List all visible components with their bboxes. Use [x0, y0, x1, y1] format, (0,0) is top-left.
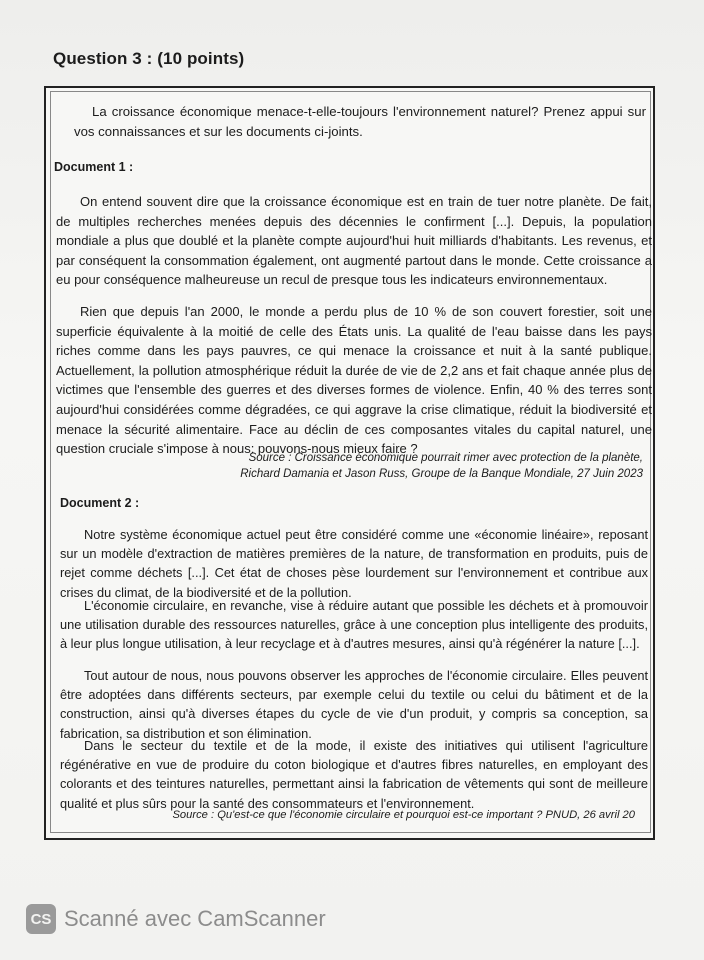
question-title: Question 3 : (10 points) — [53, 49, 245, 68]
document-1-paragraph: On entend souvent dire que la croissance économique est en train de tuer notre planète. De fait, de multiples recherches menées depuis des décennies le confirment [...]. Depuis, la population mondiale a plus que doublé et la planète compte aujourd'hui huit milliards d'habitants. Les revenus, et par conséquent la consommation également, ont augmenté partout dans le monde. Cette croissance a eu pour conséquence malheureuse un recul de presque tous les indicateurs environnementaux. — [56, 194, 652, 288]
camscanner-watermark — [26, 903, 326, 935]
document-2-paragraph: Tout autour de nous, nous pouvons observer les approches de l'économie circulaire. Elles peuvent être adoptées dans différents secteurs, par exemple celui du textile ou celui du bâtiment et de la construction, ainsi qu'à diverses étapes du cycle de vie d'un produit, y compris sa conception, sa fabrication, sa distribution et son élimination. — [60, 668, 648, 741]
question-prompt: La croissance économique menace-t-elle-toujours l'environnement naturel? Prenez appui sur vos connaissances et sur les documents ci-joints. — [74, 104, 646, 139]
document-2-paragraph: Dans le secteur du textile et de la mode, il existe des initiatives qui utilisent l'agriculture régénérative en vue de produire du coton biologique et d'autres fibres naturelles, en employant des colorants et des teintures naturelles, permettant ainsi la fabrication de vêtements qui sont de meilleure qualité et plus sûrs pour la santé des consommateurs et l'environnement. — [60, 738, 648, 811]
documents-frame — [44, 86, 655, 840]
document-1-paragraph: Rien que depuis l'an 2000, le monde a perdu plus de 10 % de son couvert forestier, soit une superficie équivalente à la moitié de celle des États unis. La qualité de l'eau baisse dans les pays riches comme dans les pays pauvres, ce qui menace la croissance et nuit à la santé publique. Actuellement, la pollution atmosphérique réduit la durée de vie de 2,2 ans et fait chaque année plus de victimes que l'ensemble des guerres et des diverses formes de violence. Enfin, 40 % des terres sont aujourd'hui considérées comme dégradées, ce qui aggrave la crise climatique, réduit la biodiversité et menace la sécurité alimentaire. Face au déclin de ces composantes vitales du capital naturel, une question cruciale s'impose à nous: pouvons-nous mieux faire ? — [56, 304, 652, 457]
camscanner-logo-icon: CS — [26, 904, 56, 934]
document-1-label: Document 1 : — [54, 160, 134, 174]
document-2-paragraph: Notre système économique actuel peut être considéré comme une «économie linéaire», reposant sur un modèle d'extraction de matières premières de la nature, de transformation en produits, puis de rejet comme déchets [...]. Cet état de choses pèse lourdement sur l'environnement et contribue aux crises du climat, de la biodiversité et de la pollution. — [60, 527, 648, 600]
document-2-label: Document 2 : — [60, 496, 140, 510]
document-1-source-line: Richard Damania et Jason Russ, Groupe de la Banque Mondiale, 27 Juin 2023 — [240, 468, 643, 480]
document-2-paragraph: L'économie circulaire, en revanche, vise à réduire autant que possible les déchets et à promouvoir une utilisation durable des ressources naturelles, grâce à une conception plus intelligente des produits, à leur plus longue utilisation, à leur recyclage et à d'autres mesures, ainsi qu'à régénérer la nature [...]. — [60, 598, 648, 652]
camscanner-text: Scanné avec CamScanner — [64, 906, 326, 931]
document-2-source: Source : Qu'est-ce que l'économie circulaire et pourquoi est-ce important ? PNUD, 26 avril 20 — [172, 809, 635, 821]
document-1-source-line: Source : Croissance économique pourrait rimer avec protection de la planète, — [248, 452, 643, 464]
document-1-source — [240, 450, 643, 482]
